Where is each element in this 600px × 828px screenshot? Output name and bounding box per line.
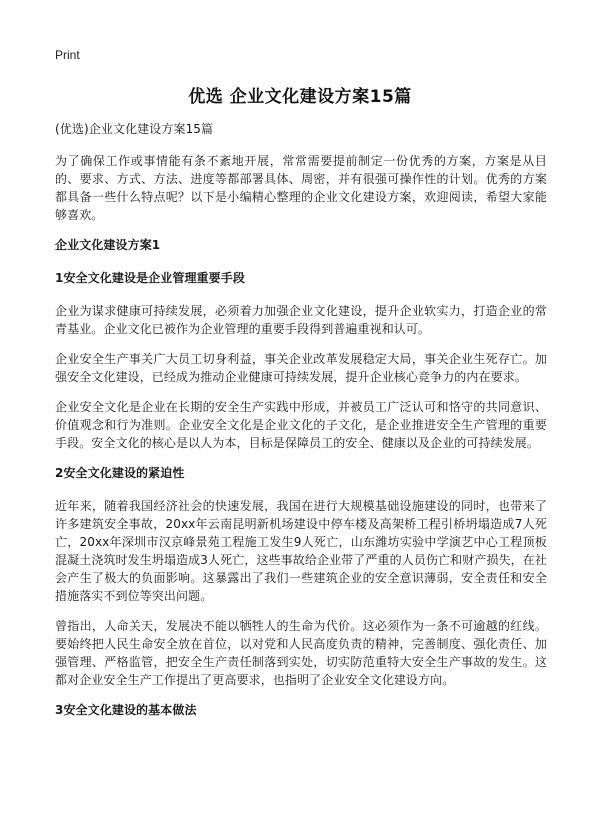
section-heading-1: 企业文化建设方案1: [55, 238, 161, 252]
print-label: Print: [55, 48, 80, 62]
subsection-heading-2: 2安全文化建设的紧迫性: [55, 466, 185, 480]
paragraph: 企业安全文化是企业在长期的安全生产实践中形成，并被员工广泛认可和恪守的共同意识、价值观念和行为准则。企业安全文化是企业文化的子文化，是企业推进安全生产管理的重要手段。安全文化的核心是以人为本，目标是保障员工的安全、健康以及企业的可持续发展。: [55, 400, 547, 450]
intro-paragraph: 为了确保工作或事情能有条不紊地开展，常常需要提前制定一份优秀的方案，方案是从目的、要求、方式、方法、进度等都部署具体、周密，并有很强可操作性的计划。优秀的方案都具备一些什么特点呢？以下是小编精心整理的企业文化建设方案，欢迎阅读，希望大家能够喜欢。: [55, 154, 547, 222]
document-subtitle: (优选)企业文化建设方案15篇: [55, 122, 214, 136]
paragraph: 近年来，随着我国经济社会的快速发展，我国在进行大规模基础设施建设的同时，也带来了许多建筑安全事故，20xx年云南昆明新机场建设中停车楼及高架桥工程引桥坍塌造成7人死亡，20xx年深圳市汉京峰景苑工程施工发生9人死亡，山东潍坊实验中学演艺中心工程顶板混凝土浇筑时发生坍塌造成3人死亡，这些事故给企业带了严重的人员伤亡和财产损失，在社会产生了极大的负面影响。这暴露出了我们一些建筑企业的安全意识薄弱，安全责任和安全措施落实不到位等突出问题。: [55, 499, 547, 603]
subsection-heading-3: 3安全文化建设的基本做法: [55, 703, 197, 717]
document-title: 优选 企业文化建设方案15篇: [188, 87, 412, 107]
document-body: [55, 120, 547, 734]
subsection-heading-1: 1安全文化建设是企业管理重要手段: [55, 271, 245, 285]
paragraph: 企业为谋求健康可持续发展，必须着力加强企业文化建设，提升企业软实力，打造企业的常青基业。企业文化已被作为企业管理的重要手段得到普遍重视和认可。: [55, 304, 547, 336]
paragraph: 曾指出，人命关天，发展决不能以牺牲人的生命为代价。这必须作为一条不可逾越的红线。要始终把人民生命安全放在首位，以对党和人民高度负责的精神，完善制度、强化责任、加强管理、严格监管，把安全生产责任制落到实处，切实防范重特大安全生产事故的发生。这都对企业安全生产工作提出了更高要求，也指明了企业安全文化建设方向。: [55, 619, 547, 687]
paragraph: 企业安全生产事关广大员工切身利益，事关企业改革发展稳定大局，事关企业生死存亡。加强安全文化建设，已经成为推动企业健康可持续发展，提升企业核心竞争力的内在要求。: [55, 352, 547, 384]
